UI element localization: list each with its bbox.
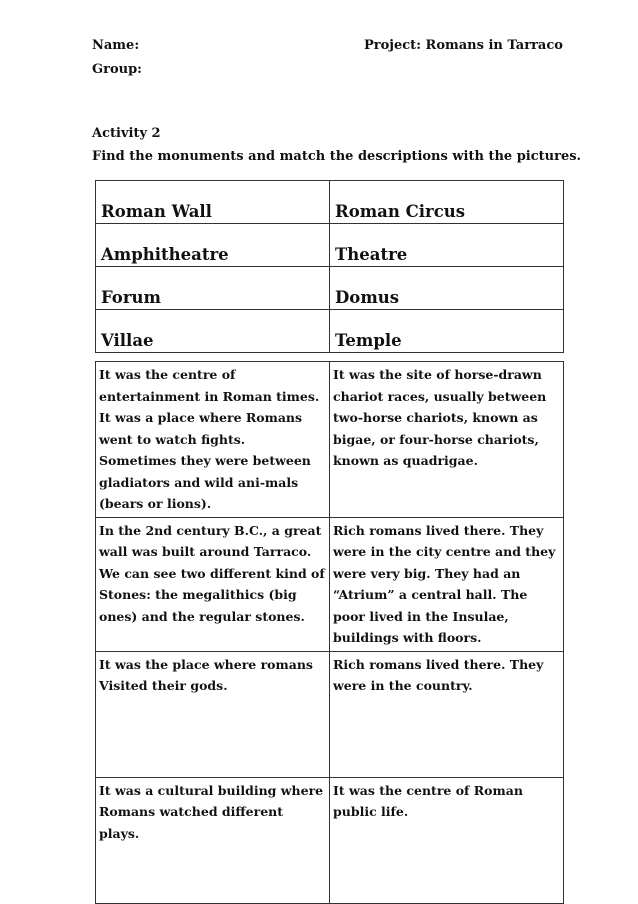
description-cell: It was the place where romans Visited their gods. — [96, 651, 330, 777]
description-cell: It was the centre of Roman public life. — [330, 777, 564, 903]
monument-name: Roman Circus — [330, 181, 564, 224]
descriptions-table — [95, 361, 564, 904]
monuments-row — [96, 310, 564, 353]
description-cell: In the 2nd century B.C., a great wall was built around Tarraco. We can see two different kind of Stones: the megalithics (big ones) and the regular stones. — [96, 517, 330, 651]
name-label: Name: — [92, 38, 140, 53]
monuments-table — [95, 180, 564, 353]
description-cell: It was a cultural building where Romans watched different plays. — [96, 777, 330, 903]
description-cell: It was the site of horse-drawn chariot races, usually between two-horse chariots, known as bigae, or four-horse chariots, known as quadrigae. — [330, 362, 564, 518]
activity-title: Activity 2 — [92, 126, 161, 141]
monument-name: Domus — [330, 267, 564, 310]
monuments-row — [96, 181, 564, 224]
description-cell: Rich romans lived there. They were in the country. — [330, 651, 564, 777]
monuments-row — [96, 224, 564, 267]
monument-name: Roman Wall — [96, 181, 330, 224]
monument-name: Theatre — [330, 224, 564, 267]
monument-name: Villae — [96, 310, 330, 353]
monument-name: Amphitheatre — [96, 224, 330, 267]
description-cell: Rich romans lived there. They were in the city centre and they were very big. They had an “Atrium” a central hall. The poor lived in the Insulae, buildings with floors. — [330, 517, 564, 651]
monuments-row — [96, 267, 564, 310]
group-label: Group: — [92, 62, 142, 77]
descriptions-row — [96, 517, 564, 651]
descriptions-row — [96, 777, 564, 903]
descriptions-row — [96, 362, 564, 518]
monument-name: Forum — [96, 267, 330, 310]
monument-name: Temple — [330, 310, 564, 353]
activity-instruction: Find the monuments and match the descriptions with the pictures. — [92, 149, 582, 164]
description-cell: It was the centre of entertainment in Roman times. It was a place where Romans went to watch fights. Sometimes they were between gladiators and wild ani-mals (bears or lions). — [96, 362, 330, 518]
project-title: Project: Romans in Tarraco — [364, 38, 563, 53]
descriptions-row — [96, 651, 564, 777]
